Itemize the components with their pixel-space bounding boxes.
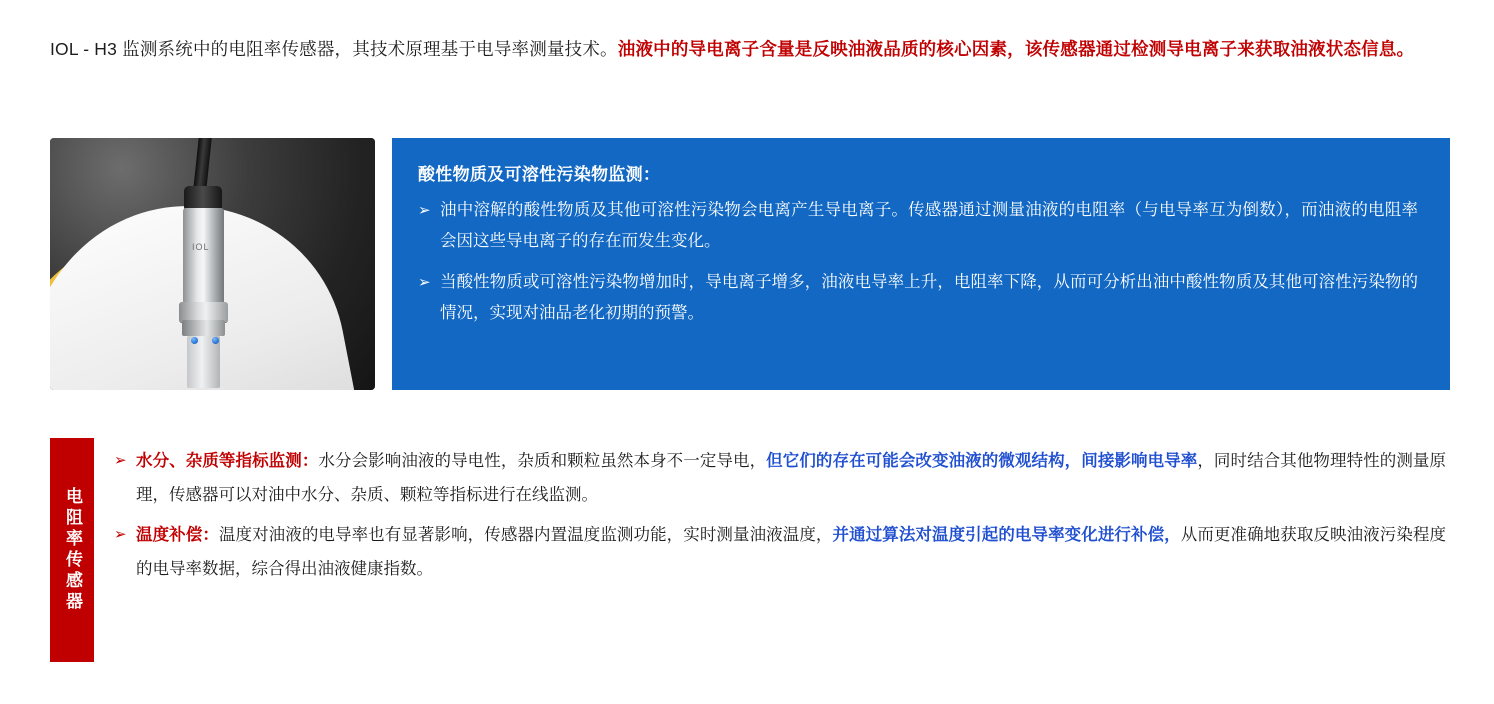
sensor-brand-label: IOL <box>192 242 210 252</box>
intro-paragraph <box>50 34 1450 64</box>
sensor-pin-right <box>212 337 219 344</box>
resistivity-sensor-block <box>50 438 1450 662</box>
arrow-bullet-icon: ➢ <box>418 202 431 219</box>
sensor-hex-nut <box>182 320 225 336</box>
bullet-1-text-1: 水分会影响油液的导电性，杂质和颗粒虽然本身不一定导电， <box>318 452 767 470</box>
bullet-2-lead: 温度补偿： <box>136 526 219 544</box>
intro-plain-text: IOL - H3 监测系统中的电阻率传感器，其技术原理基于电导率测量技术。 <box>50 39 618 59</box>
bullet-1-lead: 水分、杂质等指标监测： <box>136 452 319 470</box>
bottom-bullet-2-text <box>136 518 1450 586</box>
panel-bullet-1-text: 油中溶解的酸性物质及其他可溶性污染物会电离产生导电离子。传感器通过测量油液的电阻率（与电导率互为倒数），而油液的电阻率会因这些导电离子的存在而发生变化。 <box>440 201 1418 250</box>
bottom-bullet-2 <box>114 518 1450 586</box>
bullet-2-text-1: 温度对油液的电导率也有显著影响，传感器内置温度监测功能，实时测量油液温度， <box>218 526 833 544</box>
section-tab <box>50 438 94 662</box>
media-row <box>50 138 1450 390</box>
bottom-bullet-1 <box>114 444 1450 512</box>
bottom-content <box>114 444 1450 592</box>
sensor-pin-left <box>191 337 198 344</box>
panel-title: 酸性物质及可溶性污染物监测： <box>418 165 661 184</box>
arrow-bullet-icon: ➢ <box>114 526 127 543</box>
bullet-2-text-2: 从而更准确地获取反映油液污染程度的电导率数据，综合得出油液健康指数。 <box>136 526 1447 578</box>
sensor-photo <box>50 138 375 390</box>
panel-bullet-2-text: 当酸性物质或可溶性污染物增加时，导电离子增多，油液电导率上升，电阻率下降，从而可分析出油中酸性物质及其他可溶性污染物的情况，实现对油品老化初期的预警。 <box>440 273 1418 322</box>
bullet-1-emphasis: 但它们的存在可能会改变油液的微观结构，间接影响电导率 <box>766 452 1198 470</box>
sensor-collar <box>179 302 228 322</box>
acid-contaminant-panel <box>392 138 1450 390</box>
panel-bullet-1 <box>418 195 1424 257</box>
bottom-bullet-1-text <box>136 444 1450 512</box>
panel-bullet-2 <box>418 267 1424 329</box>
section-tab-label: 电阻率传感器 <box>63 487 82 613</box>
intro-highlight-text: 油液中的导电离子含量是反映油液品质的核心因素，该传感器通过检测导电离子来获取油液状态信息。 <box>617 39 1415 59</box>
sensor-body <box>183 208 224 304</box>
bullet-1-text-2: ，同时结合其他物理特性的测量原理，传感器可以对油中水分、杂质、颗粒等指标进行在线监测。 <box>136 452 1447 504</box>
arrow-bullet-icon: ➢ <box>114 452 127 469</box>
arrow-bullet-icon: ➢ <box>418 274 431 291</box>
bullet-2-emphasis: 并通过算法对温度引起的电导率变化进行补偿， <box>832 526 1181 544</box>
